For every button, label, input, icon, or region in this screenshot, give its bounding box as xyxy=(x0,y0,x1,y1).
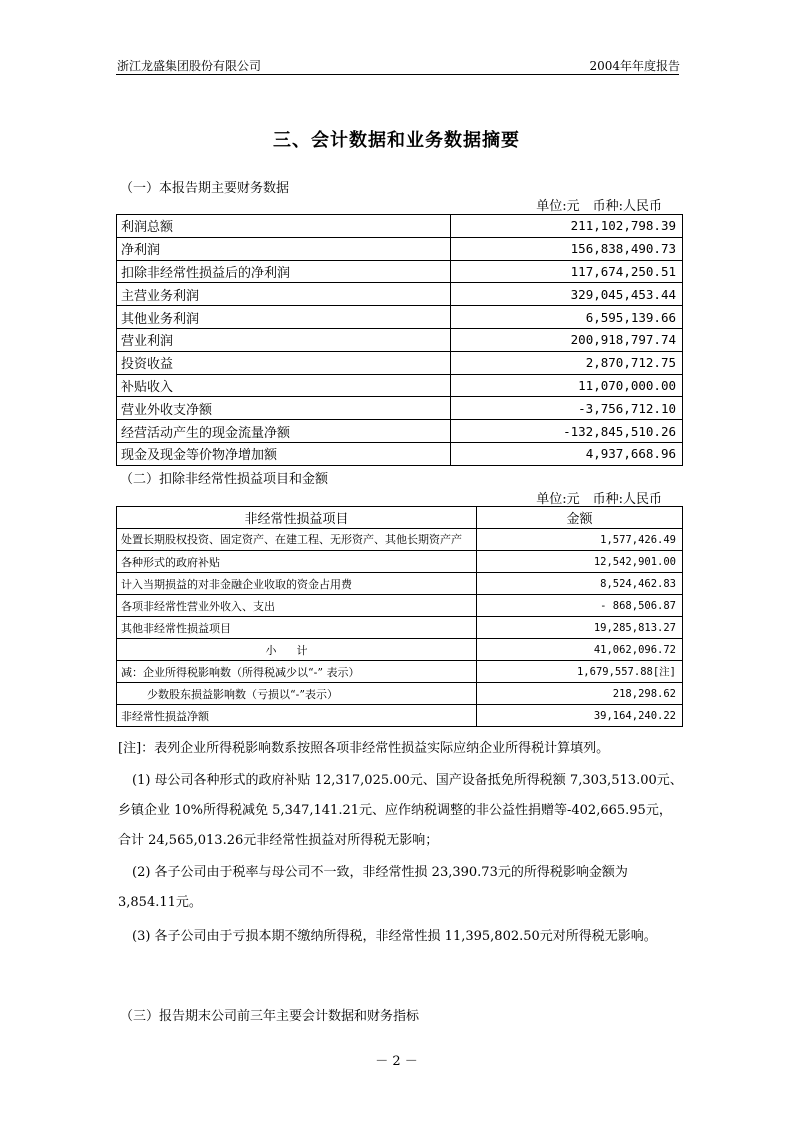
table-row xyxy=(117,215,683,238)
table-row xyxy=(117,260,683,283)
table-row xyxy=(117,420,683,443)
row-label: 其他非经常性损益项目 xyxy=(117,617,477,639)
row-value: 12,542,901.00 xyxy=(477,551,683,573)
table-footnote: [注]：表列企业所得税影响数系按照各项非经常性损益实际应纳企业所得税计算填列。 xyxy=(118,741,610,756)
row-value: 329,045,453.44 xyxy=(451,283,683,306)
row-label: 现金及现金等价物净增加额 xyxy=(117,442,451,465)
row-value: -132,845,510.26 xyxy=(451,420,683,443)
row-label: 净利润 xyxy=(117,237,451,260)
page-number: － 2 － xyxy=(375,1054,418,1069)
row-label: 营业利润 xyxy=(117,328,451,351)
section2-unit: 单位:元 币种:人民币 xyxy=(536,492,662,507)
row-label: 其他业务利润 xyxy=(117,306,451,329)
non-recurring-items-table xyxy=(116,506,683,727)
table-row xyxy=(117,661,683,683)
financial-data-table xyxy=(116,214,683,466)
header-report-title: 2004年年度报告 xyxy=(589,59,680,73)
row-value: -3,756,712.10 xyxy=(451,397,683,420)
table-row xyxy=(117,351,683,374)
col-header-amount: 金额 xyxy=(477,507,683,529)
row-value: 8,524,462.83 xyxy=(477,573,683,595)
paragraph-3: (3) 各子公司由于亏损本期不缴纳所得税，非经常性损 11,395,802.50元对所得税无影响。 xyxy=(132,929,657,944)
header-company: 浙江龙盛集团股份有限公司 xyxy=(117,59,262,73)
table-header-row xyxy=(117,507,683,529)
table-row xyxy=(117,551,683,573)
row-label: 扣除非经常性损益后的净利润 xyxy=(117,260,451,283)
row-label: 利润总额 xyxy=(117,215,451,238)
row-value: 1,577,426.49 xyxy=(477,529,683,551)
table-row xyxy=(117,397,683,420)
table-row xyxy=(117,374,683,397)
table-row xyxy=(117,573,683,595)
col-header-item: 非经常性损益项目 xyxy=(117,507,477,529)
table-row xyxy=(117,639,683,661)
table-row xyxy=(117,529,683,551)
row-value: - 868,506.87 xyxy=(477,595,683,617)
row-label: 各种形式的政府补贴 xyxy=(117,551,477,573)
header-divider xyxy=(116,74,679,75)
row-value: 41,062,096.72 xyxy=(477,639,683,661)
table-row xyxy=(117,306,683,329)
row-label: 非经常性损益净额 xyxy=(117,705,477,727)
paragraph-1: (1) 母公司各种形式的政府补贴 12,317,025.00元、国产设备抵免所得税额 7,303,513.00元、乡镇企业 10%所得税减免 5,347,141.21元、应作纳税调整的非公益性捐赠等-402,665.95元，合计 24,565,013.26元非经常性损益对所得税无影响； xyxy=(118,773,683,848)
row-value: 218,298.62 xyxy=(477,683,683,705)
row-value: 156,838,490.73 xyxy=(451,237,683,260)
row-value: 1,679,557.88[注] xyxy=(477,661,683,683)
table-row xyxy=(117,617,683,639)
table-row xyxy=(117,683,683,705)
section3-heading: （三）报告期末公司前三年主要会计数据和财务指标 xyxy=(120,1009,420,1024)
row-value: 117,674,250.51 xyxy=(451,260,683,283)
row-label: 减：企业所得税影响数（所得税减少以“-” 表示） xyxy=(117,661,477,683)
page-title: 三、会计数据和业务数据摘要 xyxy=(273,130,520,151)
row-value: 4,937,668.96 xyxy=(451,442,683,465)
row-value: 6,595,139.66 xyxy=(451,306,683,329)
row-label: 处置长期股权投资、固定资产、在建工程、无形资产、其他长期资产产 xyxy=(121,532,462,546)
section1-unit: 单位:元 币种:人民币 xyxy=(536,199,662,214)
row-value: 2,870,712.75 xyxy=(451,351,683,374)
row-value: 200,918,797.74 xyxy=(451,328,683,351)
table-row xyxy=(117,283,683,306)
row-value: 39,164,240.22 xyxy=(477,705,683,727)
table-row xyxy=(117,442,683,465)
row-value: 11,070,000.00 xyxy=(451,374,683,397)
subtotal-label: 小计 xyxy=(117,639,477,661)
table-row xyxy=(117,328,683,351)
table-row xyxy=(117,595,683,617)
row-label: 营业外收支净额 xyxy=(117,397,451,420)
row-label: 少数股东损益影响数（亏损以“-”表示） xyxy=(117,683,477,705)
row-label: 各项非经常性营业外收入、支出 xyxy=(117,595,477,617)
section1-heading: （一）本报告期主要财务数据 xyxy=(120,181,290,196)
row-label: 经营活动产生的现金流量净额 xyxy=(117,420,451,443)
section2-heading: （二）扣除非经常性损益项目和金额 xyxy=(120,472,329,487)
row-value: 19,285,813.27 xyxy=(477,617,683,639)
row-value: 211,102,798.39 xyxy=(451,215,683,238)
paragraph-2: (2) 各子公司由于税率与母公司不一致，非经常性损 23,390.73元的所得税影响金额为 3,854.11元。 xyxy=(118,865,628,910)
row-label: 投资收益 xyxy=(117,351,451,374)
row-label: 补贴收入 xyxy=(117,374,451,397)
row-label: 计入当期损益的对非金融企业收取的资金占用费 xyxy=(117,573,477,595)
table-row xyxy=(117,705,683,727)
row-label: 主营业务利润 xyxy=(117,283,451,306)
table-row xyxy=(117,237,683,260)
